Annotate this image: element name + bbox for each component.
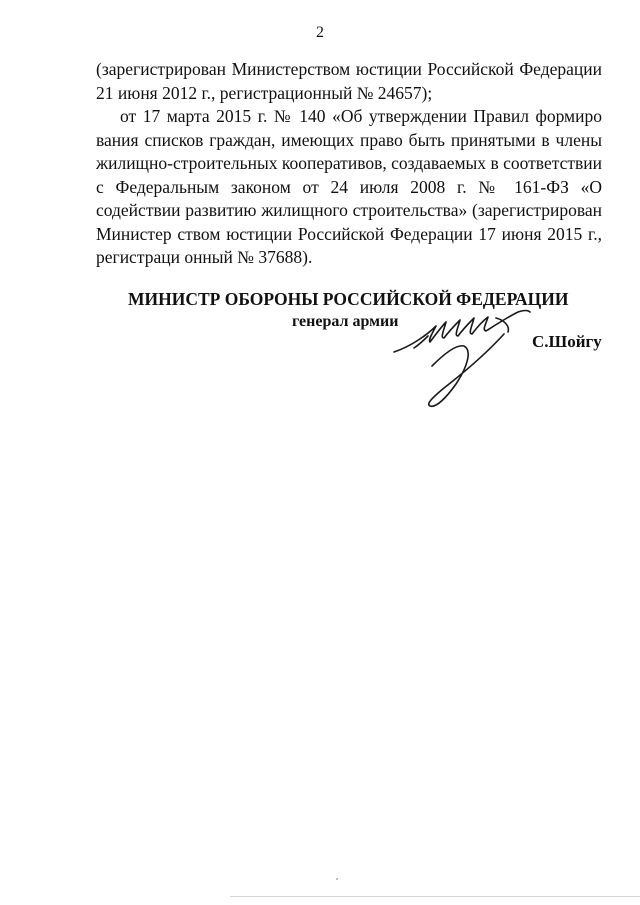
body-text [96,58,602,270]
text-line: от 17 марта 2015 г. № 140 «Об утверждении Правил формиро [120,106,602,126]
text-line: с Федеральным законом от 24 июля 2008 г. № 161-ФЗ «О содействии [96,176,602,220]
paragraph-order-140 [96,105,602,270]
scan-speck [336,878,338,880]
text-line: ством юстиции Российской Федерации 17 июня 2015 г., регистраци [96,223,602,267]
text-line: (зарегистрирован Министерством юстиции Российской Федерации [96,59,602,79]
text-line: жилищно-строительных кооперативов, создаваемых в соответствии [96,153,602,173]
signatory-name: С.Шойгу [532,332,602,351]
text-line: вания списков граждан, имеющих право быть принятыми в члены [96,129,602,150]
signatory-title: МИНИСТР ОБОРОНЫ РОССИЙСКОЙ ФЕДЕРАЦИИ [128,289,569,309]
text-line: онный № 37688). [184,247,313,267]
paragraph-registration-1 [96,58,602,105]
page-number: 2 [316,24,324,41]
handwritten-signature-icon [384,300,534,415]
signatory-rank: генерал армии [292,313,399,330]
text-line: развитию жилищного строительства» (зарегистрирован Министер [96,200,602,244]
scan-edge-line [230,896,640,897]
text-line: 21 июня 2012 г., регистрационный № 24657); [96,82,433,103]
